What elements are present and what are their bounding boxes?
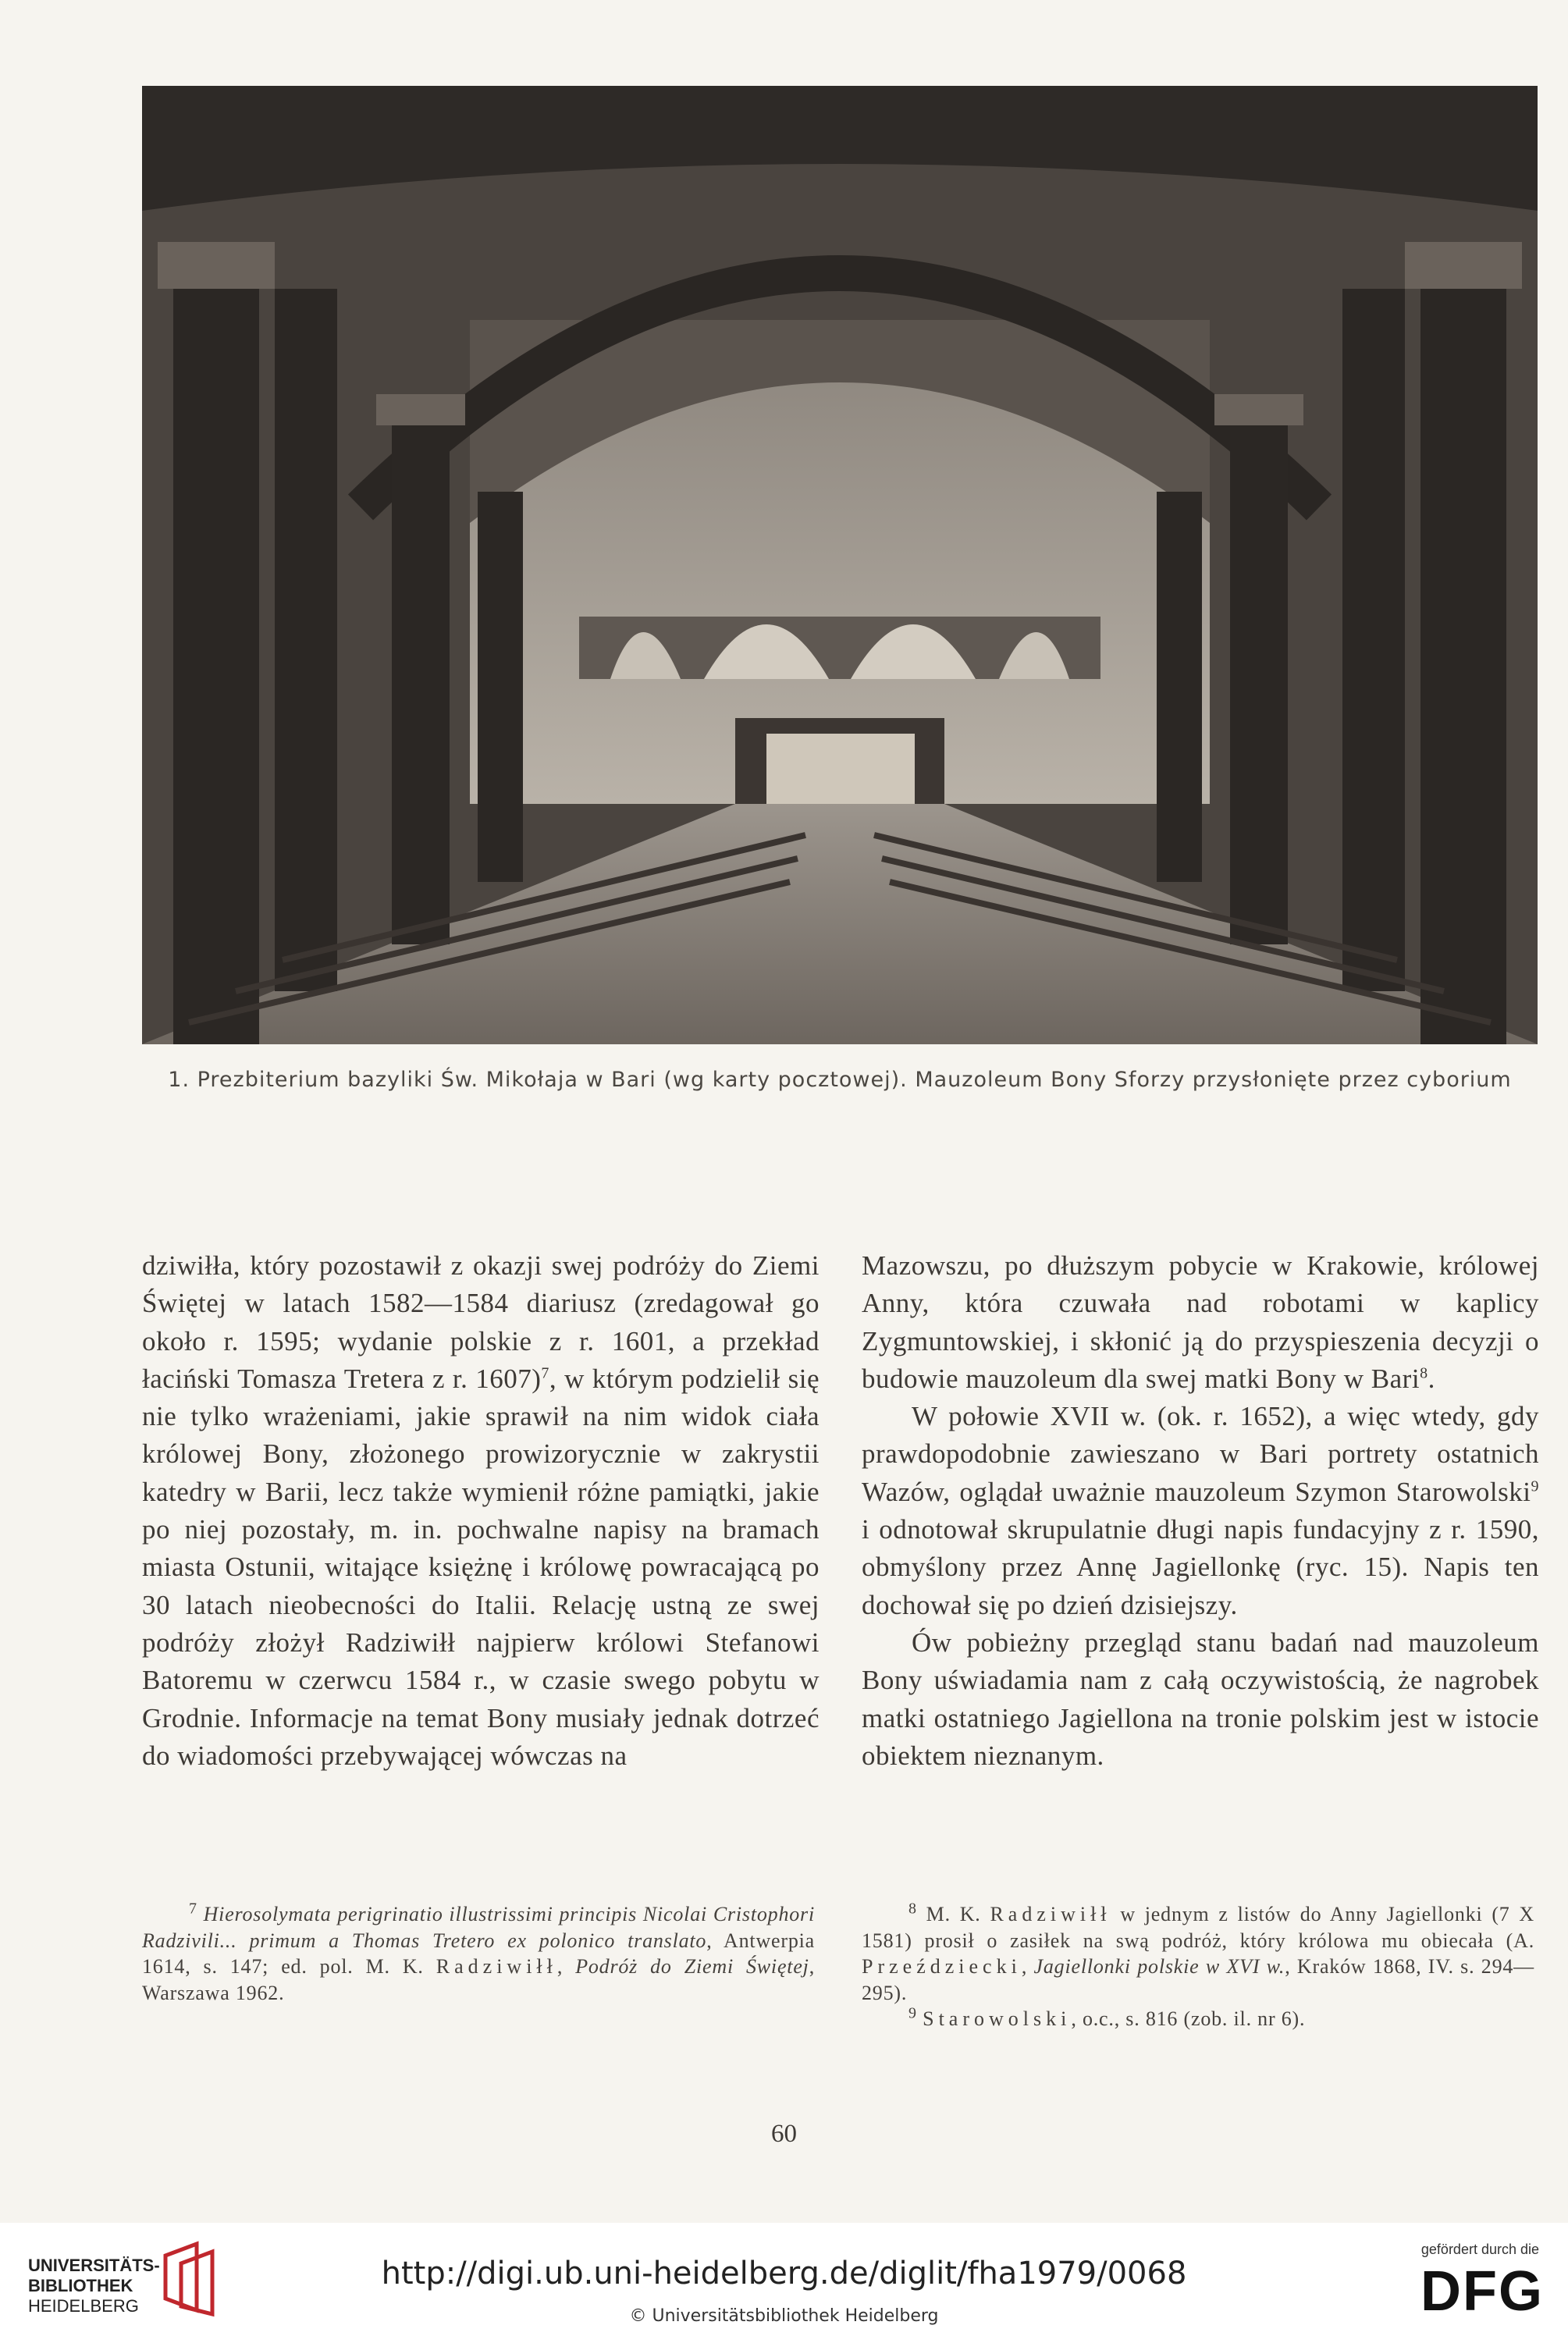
footnote-number: 8 bbox=[908, 1900, 917, 1918]
copyright-notice: © Universitätsbibliothek Heidelberg bbox=[629, 2306, 939, 2326]
footnote-8 bbox=[862, 1901, 1534, 2006]
logo-line: BIBLIOTHEK bbox=[28, 2276, 133, 2295]
footnote-ref: 9 bbox=[1531, 1477, 1539, 1495]
paragraph: Ów pobieżny przegląd stanu badań nad mauzoleum Bony uświadamia nam z całą oczywistością, że nagrobek matki ostatniego Jagiellona na tronie polskim jest w istocie obiektem nieznanym. bbox=[862, 1627, 1539, 1771]
paragraph bbox=[142, 1247, 820, 1775]
footnote-title: Podróż do Ziemi Świętej bbox=[575, 1955, 809, 1978]
footnote-title: Jagiellonki polskie w XVI w. bbox=[1033, 1955, 1285, 1978]
footnote-9 bbox=[862, 2006, 1534, 2032]
body-column-right bbox=[862, 1247, 1539, 1775]
figure-caption: 1. Prezbiterium bazyliki Św. Mikołaja w Bari (wg karty pocztowej). Mauzoleum Bony Sforzy przysłonięte przez cyborium bbox=[168, 1068, 1512, 1092]
footnote-7: $^7$ Hierosolymata perigrinatio illustrissimi principis Nicolai Cristophori Radzivili... primum a Thomas Tretero ex polonico translato, Antwerpia 1614, s. 147; ed. pol. M. K. Radziwiłł, Podróż do Ziemi Świętej, Warszawa 1962. bbox=[142, 1900, 815, 2004]
footnote-author: Przeździecki bbox=[862, 1955, 1022, 1978]
footnote-author: Radziwiłł bbox=[990, 1903, 1111, 1925]
footnote-title: Hierosolymata perigrinatio illustrissimi principis Nicolai Cristophori Radzivili... primum a Thomas Tretero ex polonico translato bbox=[142, 1903, 815, 1952]
text-run: Mazowszu, po dłuższym pobycie w Krakowie, królowej Anny, która czuwała nad robotami w kaplicy Zygmuntowskiej, i skłonić ją do przyspieszenia decyzji o budowie mauzoleum dla swej matki Bony w Bari bbox=[862, 1250, 1539, 1394]
footnote-number: 9 bbox=[908, 2004, 917, 2022]
permalink[interactable]: http://digi.ub.uni-heidelberg.de/diglit/fha1979/0068 bbox=[381, 2256, 1187, 2291]
text-run: , Antwerpia 1614, s. 147; ed. pol. M. K. bbox=[142, 1929, 815, 1978]
footnotes-right bbox=[862, 1901, 1534, 2032]
paragraph bbox=[862, 1398, 1539, 1624]
text-run: , w którym podzielił się nie tylko wrażeniami, jakie sprawił na nim widok ciała królowej Bony, złożonego prowizorycznie w zakrystii katedry w Barii, lecz także wymienił różne pamiątki, jakie po niej pozostały, m. in. pochwalne napisy na bramach miasta Ostunii, witające księżnę i królowę powracającą po 30 latach nieobecności do Italii. Relację ustną ze swej podróży złożył Radziwiłł najpierw królowi Stefanowi Batoremu w czerwcu 1584 r., w czasie swego pobytu w Grodnie. Informacje na temat Bony musiały jednak dotrzeć do wiadomości przebywającej wówczas na bbox=[142, 1363, 820, 1771]
text-run: i odnotował skrupulatnie długi napis fundacyjny z r. 1590, obmyślony przez Annę Jagiellonkę (ryc. 15). Napis ten dochował się po dzień dzisiejszy. bbox=[862, 1514, 1539, 1620]
text-run: w jednym z listów do Anny Jagiellonki (7 X 1581) prosił o zasiłek na swą podróż, który królowa mu obiecała (A. bbox=[862, 1903, 1534, 1952]
text-run: , bbox=[1021, 1955, 1034, 1978]
text-run: M. K. bbox=[926, 1903, 990, 1925]
footnote-ref: 8 bbox=[1420, 1364, 1428, 1382]
footnotes-left bbox=[142, 1901, 815, 2006]
text-run: , Warszawa 1962. bbox=[142, 1955, 815, 2004]
funding-label: gefördert durch die bbox=[1420, 2242, 1539, 2257]
paragraph bbox=[862, 1247, 1539, 1398]
text-run: . bbox=[1428, 1363, 1435, 1394]
page-number: 60 bbox=[771, 2120, 797, 2148]
text-run: , o.c., s. 816 (zob. il. nr 6). bbox=[1071, 2007, 1306, 2030]
text-run: dziwiłła, który pozostawił z okazji swej podróży do Ziemi Świętej w latach 1582—1584 diariusz (zredagował go około r. 1595; wydanie polskie z r. 1601, a przekład łaciński Tomasza Tretera z r. 1607) bbox=[142, 1250, 820, 1394]
nave-illustration bbox=[142, 86, 1538, 1044]
dfg-logo[interactable]: DFG bbox=[1420, 2260, 1544, 2323]
basilica-photo bbox=[142, 86, 1538, 1044]
footnote-author: Starowolski bbox=[923, 2007, 1072, 2030]
text-run: W połowie XVII w. (ok. r. 1652), a więc wtedy, gdy prawdopodobnie zawieszano w Bari portrety ostatnich Wazów, oglądał uważnie mauzoleum Szymon Starowolski bbox=[862, 1401, 1539, 1507]
logo-line: HEIDELBERG bbox=[28, 2296, 139, 2316]
footnote-author: Radziwiłł bbox=[436, 1955, 557, 1978]
body-column-left bbox=[142, 1247, 820, 1775]
text-run: , Kraków 1868, IV. s. 294—295). bbox=[862, 1955, 1534, 2004]
footnote-ref: 7 bbox=[541, 1364, 549, 1382]
footnote-number: 7 bbox=[189, 1900, 197, 1918]
logo-line: UNIVERSITÄTS- bbox=[28, 2256, 160, 2275]
